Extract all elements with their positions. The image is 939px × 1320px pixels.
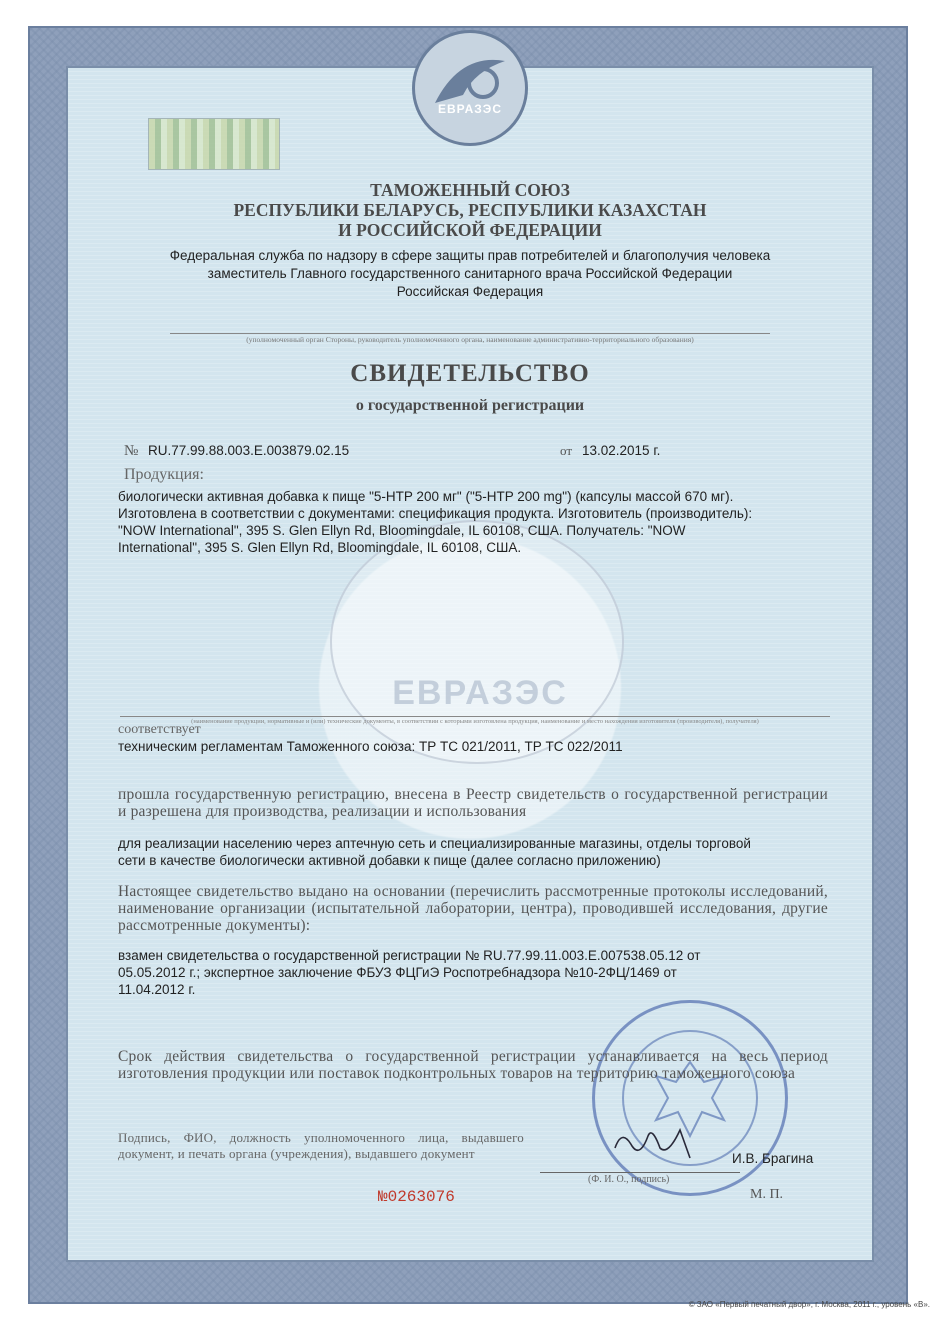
authority-line: заместитель Главного государственного санитарного врача Российской Федерации [207,266,733,281]
product-line: "NOW International", 395 S. Glen Ellyn Rd, Bloomingdale, IL 60108, США. Получатель: "NOW [118,523,686,538]
handwritten-signature [610,1118,700,1168]
date-prefix: от [560,443,573,458]
stamp-place-label: М. П. [750,1187,784,1202]
scope-line: для реализации населению через аптечную сеть и специализированные магазины, отделы торговой [118,836,751,851]
issuing-authority [120,247,820,301]
number-prefix: № [124,443,139,459]
conformity-label: соответствует [118,722,201,737]
signature-caption: Подпись, ФИО, должность уполномоченного лица, выдавшего документ, и печать органа (учреждения), выдавшего документ [118,1130,524,1161]
registry-scope [118,835,838,869]
serial-number: №0263076 [378,1188,455,1206]
basis-documents [118,947,828,998]
product-line: Изготовлена в соответствии с документами: спецификация продукта. Изготовитель (производитель): [118,506,753,521]
basis-paragraph: Настоящее свидетельство выдано на основании (перечислить рассмотренные протоколы исследований, наименование организации (испытательной лаборатории, центра), проводившей исследования, другие рассмотренные документы): [118,883,828,934]
watermark-label: ЕВРАЗЭС [392,674,568,712]
evrazes-emblem-icon [412,30,528,146]
scope-line: сети в качестве биологически активной добавки к пище (далее согласно приложению) [118,853,661,868]
authority-line: Российская Федерация [396,284,544,299]
union-heading [180,180,760,240]
registration-number: RU.77.99.88.003.E.003879.02.15 [148,443,350,458]
registration-date: 13.02.2015 г. [582,443,661,458]
hologram-sticker [148,118,280,170]
product-line: International", 395 S. Glen Ellyn Rd, Bloomingdale, IL 60108, США. [118,540,522,555]
watermark-emblem [330,520,624,764]
authority-note: (уполномоченный орган Стороны, руководитель уполномоченного органа, наименование административно-территориального образования) [170,333,770,344]
conformity-text: техническим регламентам Таможенного союза: ТР ТС 021/2011, ТР ТС 022/2011 [118,739,623,754]
signatory-name: И.В. Брагина [732,1151,814,1166]
union-line: РЕСПУБЛИКИ БЕЛАРУСЬ, РЕСПУБЛИКИ КАЗАХСТАН [233,200,707,220]
product-description [118,488,838,556]
product-note: (наименование продукции, нормативные и (или) технические документы, в соответствии с которыми изготовлена продукция, наименование и место нахождения изготовителя (производителя), получателя) [120,716,830,725]
product-line: биологически активная добавка к пище "5-HTP 200 мг" ("5-HTP 200 mg") (капсулы массой 670 мг). [118,489,734,504]
validity-paragraph: Срок действия свидетельства о государственной регистрации устанавливается на весь период изготовления продукции или поставок подконтрольных товаров на территорию таможенного союза [118,1048,828,1082]
document-subtitle: о государственной регистрации [355,397,585,414]
registry-paragraph: прошла государственную регистрацию, внесена в Реестр свидетельств о государственной регистрации и разрешена для производства, реализации и использования [118,786,828,820]
emblem-label: ЕВРАЗЭС [437,102,502,116]
basis-line: 05.05.2012 г.; экспертное заключение ФБУЗ ФЦГиЭ Роспотребнадзора №10-2ФЦ/1469 от [118,965,677,980]
union-line: И РОССИЙСКОЙ ФЕДЕРАЦИИ [338,220,602,240]
authority-line: Федеральная служба по надзору в сфере защиты прав потребителей и благополучия человека [169,248,771,263]
document-title: СВИДЕТЕЛЬСТВО [350,360,590,387]
product-label: Продукция: [124,466,204,483]
printer-footer: © ЗАО «Первый печатный двор», г. Москва, 2011 г., уровень «В». [688,1300,930,1309]
signature-line [540,1172,740,1173]
union-line: ТАМОЖЕННЫЙ СОЮЗ [370,180,570,200]
basis-line: 11.04.2012 г. [118,982,196,997]
basis-line: взамен свидетельства о государственной регистрации № RU.77.99.11.003.E.007538.05.12 от [118,948,701,963]
signature-label: (Ф. И. О., подпись) [588,1174,670,1185]
